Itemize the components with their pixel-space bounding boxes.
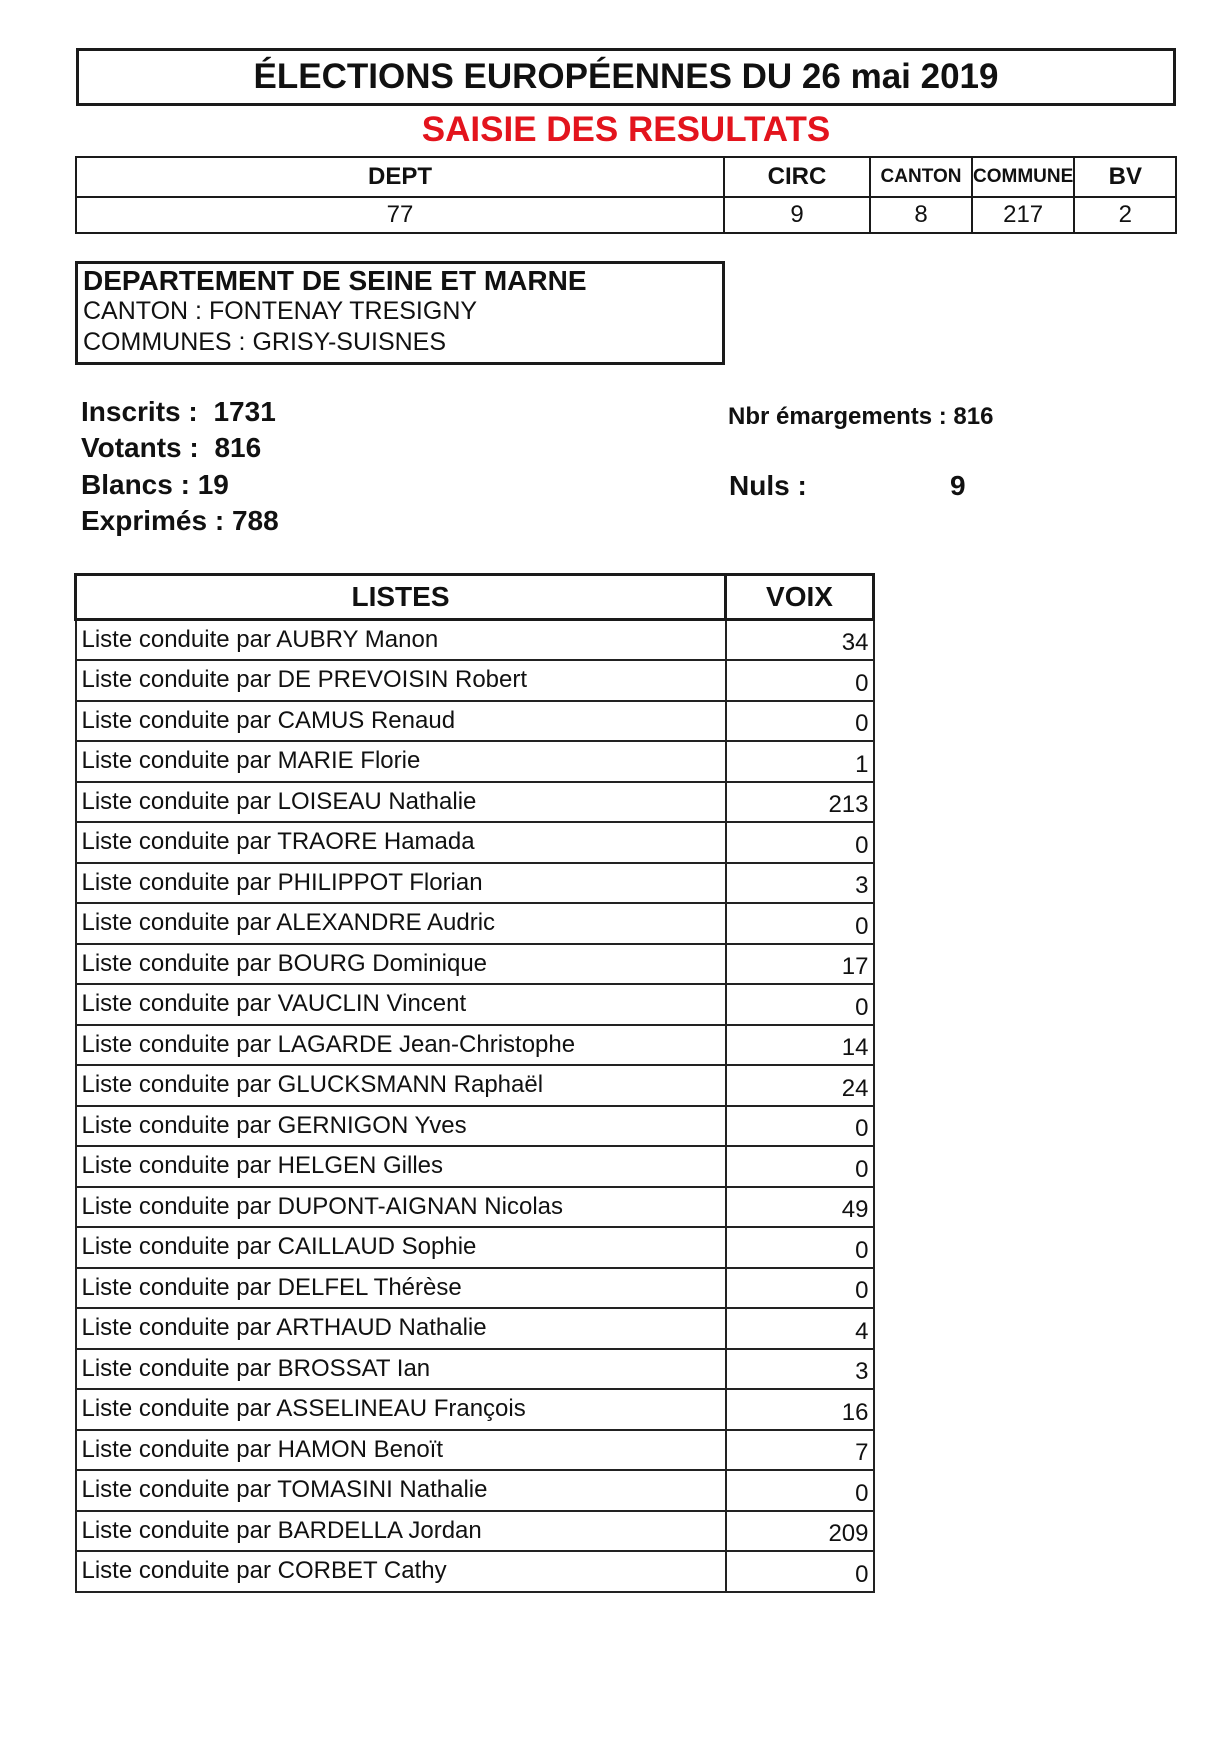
list-name: Liste conduite par HELGEN Gilles: [76, 1146, 726, 1187]
list-name: Liste conduite par ARTHAUD Nathalie: [76, 1308, 726, 1349]
table-row: [76, 1025, 874, 1066]
document-title-box: [76, 48, 1176, 106]
list-name: Liste conduite par DELFEL Thérèse: [76, 1268, 726, 1309]
codes-value-bv: 2: [1074, 197, 1176, 233]
department-communes: COMMUNES : GRISY-SUISNES: [83, 328, 447, 356]
table-row: [76, 701, 874, 742]
table-row: [76, 1470, 874, 1511]
list-name: Liste conduite par CORBET Cathy: [76, 1551, 726, 1592]
results-table: [74, 573, 875, 1593]
list-name: Liste conduite par LAGARDE Jean-Christophe: [76, 1025, 726, 1066]
list-voix: 3: [726, 863, 874, 904]
table-row: [76, 1106, 874, 1147]
list-voix: 0: [726, 903, 874, 944]
list-name: Liste conduite par ALEXANDRE Audric: [76, 903, 726, 944]
list-voix: 3: [726, 1349, 874, 1390]
table-row: [76, 984, 874, 1025]
codes-value-commune: 217: [972, 197, 1074, 233]
list-name: Liste conduite par BARDELLA Jordan: [76, 1511, 726, 1552]
list-name: Liste conduite par CAMUS Renaud: [76, 701, 726, 742]
list-voix: 0: [726, 822, 874, 863]
list-voix: 16: [726, 1389, 874, 1430]
codes-value-dept: 77: [76, 197, 724, 233]
list-voix: 213: [726, 782, 874, 823]
stat-votants-label: Votants :: [81, 432, 199, 463]
table-row: [76, 1187, 874, 1228]
list-name: Liste conduite par AUBRY Manon: [76, 620, 726, 661]
list-voix: 0: [726, 1470, 874, 1511]
stat-blancs-label: Blancs :: [81, 469, 190, 500]
stat-emargements-label: Nbr émargements :: [728, 403, 947, 430]
results-body: [76, 620, 874, 1592]
table-row: [76, 1308, 874, 1349]
stat-votants-value: 816: [214, 432, 262, 463]
codes-header-circ: CIRC: [724, 157, 870, 197]
codes-header-row: [76, 157, 1176, 197]
list-name: Liste conduite par BOURG Dominique: [76, 944, 726, 985]
table-row: [76, 1430, 874, 1471]
table-row: [76, 1389, 874, 1430]
list-voix: 1: [726, 741, 874, 782]
department-name: DEPARTEMENT DE SEINE ET MARNE: [83, 265, 587, 296]
stat-blancs: [81, 469, 229, 501]
results-header-row: [76, 575, 874, 620]
table-row: [76, 782, 874, 823]
department-box: [75, 261, 725, 365]
list-name: Liste conduite par TRAORE Hamada: [76, 822, 726, 863]
list-name: Liste conduite par BROSSAT Ian: [76, 1349, 726, 1390]
table-row: [76, 1146, 874, 1187]
list-name: Liste conduite par MARIE Florie: [76, 741, 726, 782]
codes-header-bv: BV: [1074, 157, 1176, 197]
list-name: Liste conduite par CAILLAUD Sophie: [76, 1227, 726, 1268]
stat-inscrits: [81, 396, 276, 428]
table-row: [76, 1065, 874, 1106]
stat-votants: [81, 432, 261, 464]
stat-nuls-value: 9: [950, 470, 966, 501]
list-name: Liste conduite par TOMASINI Nathalie: [76, 1470, 726, 1511]
stat-nuls-label: Nuls :: [729, 470, 807, 501]
list-voix: 0: [726, 1268, 874, 1309]
table-row: [76, 1511, 874, 1552]
codes-header-canton: CANTON: [870, 157, 972, 197]
stat-emargements-value: 816: [953, 403, 994, 430]
results-header-listes: LISTES: [76, 575, 726, 620]
table-row: [76, 741, 874, 782]
list-voix: 17: [726, 944, 874, 985]
codes-value-circ: 9: [724, 197, 870, 233]
list-voix: 49: [726, 1187, 874, 1228]
list-name: Liste conduite par VAUCLIN Vincent: [76, 984, 726, 1025]
stat-nuls: [729, 470, 807, 502]
stat-inscrits-value: 1731: [213, 396, 276, 427]
codes-header-commune: COMMUNE: [972, 157, 1074, 197]
document-title: ÉLECTIONS EUROPÉENNES DU 26 mai 2019: [253, 57, 999, 96]
table-row: [76, 903, 874, 944]
codes-table: [75, 156, 1177, 234]
list-voix: 0: [726, 1551, 874, 1592]
list-name: Liste conduite par DUPONT-AIGNAN Nicolas: [76, 1187, 726, 1228]
list-name: Liste conduite par ASSELINEAU François: [76, 1389, 726, 1430]
table-row: [76, 1551, 874, 1592]
results-header-voix: VOIX: [726, 575, 874, 620]
stat-inscrits-label: Inscrits :: [81, 396, 198, 427]
list-name: Liste conduite par GLUCKSMANN Raphaël: [76, 1065, 726, 1106]
list-voix: 24: [726, 1065, 874, 1106]
list-voix: 7: [726, 1430, 874, 1471]
list-name: Liste conduite par GERNIGON Yves: [76, 1106, 726, 1147]
codes-header-dept: DEPT: [76, 157, 724, 197]
stat-exprimes-label: Exprimés :: [81, 505, 225, 536]
list-voix: 14: [726, 1025, 874, 1066]
list-voix: 0: [726, 1106, 874, 1147]
list-voix: 4: [726, 1308, 874, 1349]
table-row: [76, 944, 874, 985]
stat-blancs-value: 19: [197, 469, 229, 500]
document-subtitle: SAISIE DES RESULTATS: [421, 110, 831, 149]
list-voix: 0: [726, 984, 874, 1025]
department-canton: CANTON : FONTENAY TRESIGNY: [83, 297, 478, 325]
list-name: Liste conduite par LOISEAU Nathalie: [76, 782, 726, 823]
table-row: [76, 1349, 874, 1390]
table-row: [76, 822, 874, 863]
table-row: [76, 1227, 874, 1268]
list-name: Liste conduite par PHILIPPOT Florian: [76, 863, 726, 904]
list-voix: 34: [726, 620, 874, 661]
table-row: [76, 1268, 874, 1309]
stat-exprimes: [81, 505, 279, 537]
list-voix: 209: [726, 1511, 874, 1552]
codes-value-row: [76, 197, 1176, 233]
list-voix: 0: [726, 660, 874, 701]
list-name: Liste conduite par HAMON Benoït: [76, 1430, 726, 1471]
list-voix: 0: [726, 1227, 874, 1268]
table-row: [76, 863, 874, 904]
list-voix: 0: [726, 1146, 874, 1187]
list-voix: 0: [726, 701, 874, 742]
list-name: Liste conduite par DE PREVOISIN Robert: [76, 660, 726, 701]
table-row: [76, 620, 874, 661]
stat-emargements: [728, 403, 993, 431]
table-row: [76, 660, 874, 701]
codes-value-canton: 8: [870, 197, 972, 233]
stat-exprimes-value: 788: [231, 505, 279, 536]
